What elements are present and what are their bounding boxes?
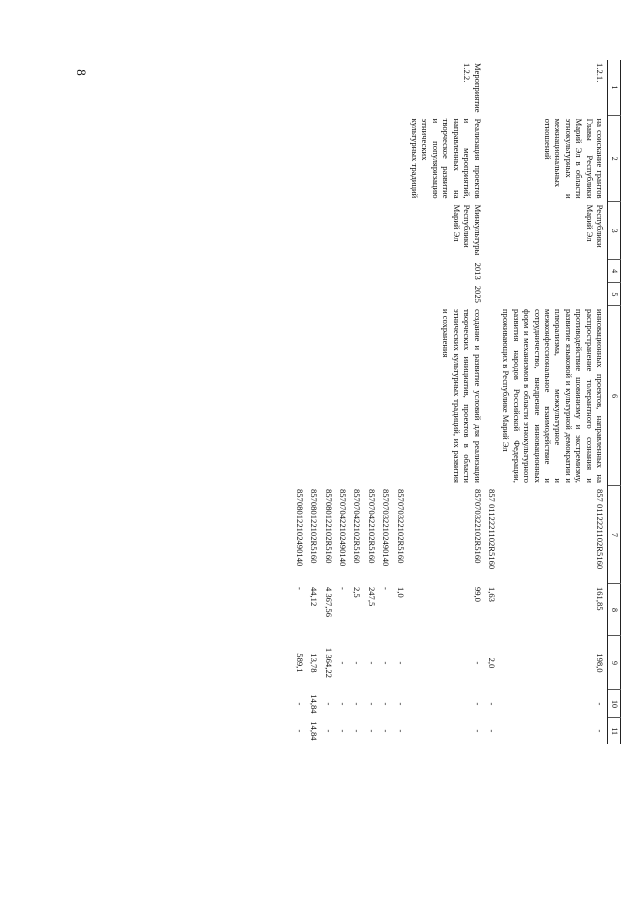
table-cell-c3: Республики Марий Эл <box>584 204 605 248</box>
table-cell-c5 <box>485 283 499 306</box>
table-cell-c4: 2013 <box>472 262 483 280</box>
table-row <box>499 60 608 744</box>
budget-table <box>292 60 621 744</box>
table-cell-c4 <box>499 260 608 283</box>
table-cell-c11: - <box>595 729 605 733</box>
table-cell-c7: 857 0112221102R5160 <box>595 488 605 570</box>
table-cell-c1 <box>393 60 407 116</box>
table-cell-c6 <box>321 306 335 486</box>
table-cell-c1 <box>485 60 499 116</box>
header-row <box>608 60 621 744</box>
table-cell-c8: 247,5 <box>366 586 377 607</box>
table-cell-c2 <box>336 116 350 202</box>
table-cell-c6: инновационных проектов, направленных на распространение толерантного сознания и противодействие шовинизму и экстремизму, развитие языковой и культурной демократии и плюрализма, межкультурное и межконфессиональное взаимодействие и сотрудничество, внедрение инновационных форм и механизмов в области этнокультурного развития народов Российской Федерации, проживающих в Республике Марий Эл <box>501 308 605 483</box>
table-cell-c8: 99,0 <box>472 586 483 602</box>
column-header: 5 <box>608 283 621 306</box>
table-cell-c8: - <box>294 586 305 590</box>
table-cell-c1 <box>321 60 335 116</box>
table-cell-c7: 857 0112221102R5160 <box>486 488 497 570</box>
table-cell-c7: 857080122102490140 <box>294 488 305 567</box>
table-cell-c6 <box>292 306 306 486</box>
table-cell-c6 <box>364 306 378 486</box>
table-cell-c7: 857070422102R5160 <box>366 488 377 564</box>
table-cell-c1 <box>307 60 321 116</box>
table-cell-c2 <box>364 116 378 202</box>
table-cell-c7: 857070422102490140 <box>338 488 349 567</box>
table-cell-c4 <box>336 260 350 283</box>
table-cell-c3: Минкультуры Республики Марий Эл <box>451 204 483 256</box>
table-cell-c4 <box>292 260 306 283</box>
table-cell-c7: 857070322102R5160 <box>395 488 406 564</box>
column-header: 6 <box>608 306 621 486</box>
table-cell-c7: 857070322102490140 <box>381 488 392 567</box>
table-cell-c7: 857080122102R5160 <box>309 488 320 564</box>
table-cell-c6 <box>393 306 407 486</box>
table-cell-c9: 2,0 <box>486 657 497 669</box>
table-row <box>393 60 407 744</box>
table-cell-c1: Мероприятие 1.2.2. <box>462 63 483 113</box>
table-cell-c5 <box>336 283 350 306</box>
table-cell-c3 <box>393 202 407 260</box>
table-cell-c9: - <box>395 661 406 665</box>
table-cell-c2 <box>485 116 499 202</box>
table-cell-c3 <box>321 202 335 260</box>
table-cell-c3 <box>350 202 364 260</box>
table-cell-c10: - <box>294 702 305 706</box>
table-cell-c3 <box>307 202 321 260</box>
table-cell-c9: 13,78 <box>309 653 320 673</box>
column-header: 3 <box>608 202 621 260</box>
table-cell-c9: - <box>366 661 377 665</box>
table-cell-c5 <box>379 283 393 306</box>
table-cell-c6 <box>350 306 364 486</box>
table-cell-c8: 161,85 <box>595 586 605 611</box>
table-cell-c4 <box>307 260 321 283</box>
table-cell-c6: создание и развитие условий для реализации творческих инициатив, проектов в области этнических культурных традиций, их развития и сохранения <box>441 308 483 483</box>
table-cell-c1 <box>364 60 378 116</box>
table-cell-c10: - <box>352 702 363 706</box>
table-cell-c8: - <box>381 586 392 590</box>
table-cell-c5 <box>350 283 364 306</box>
table-cell-c11: - <box>381 729 392 733</box>
table-cell-c3 <box>485 202 499 260</box>
table-cell-c4 <box>393 260 407 283</box>
table-cell-c4 <box>364 260 378 283</box>
table-cell-c9: - <box>472 661 483 665</box>
column-header: 2 <box>608 116 621 202</box>
table-cell-c10: - <box>472 702 483 706</box>
table-cell-c7: 857070322102R5160 <box>472 488 483 564</box>
table-cell-c8: 4 367,56 <box>323 586 334 618</box>
table-cell-c7: 857080122102R5160 <box>323 488 334 564</box>
table-cell-c2 <box>307 116 321 202</box>
table-cell-c9: - <box>381 661 392 665</box>
table-cell-c2 <box>321 116 335 202</box>
table-cell-c4 <box>379 260 393 283</box>
page-number: 8 <box>73 69 89 76</box>
table-cell-c8: - <box>338 586 349 590</box>
table-cell-c6 <box>336 306 350 486</box>
table-cell-c7: 857070422102R5160 <box>352 488 363 564</box>
table-cell-c10: - <box>395 702 406 706</box>
table-cell-c11: - <box>294 729 305 733</box>
table-cell-c1 <box>336 60 350 116</box>
table-cell-c9: - <box>338 661 349 665</box>
table-cell-c8: 44,12 <box>309 586 320 607</box>
column-header: 10 <box>608 690 621 718</box>
table-cell-c5 <box>364 283 378 306</box>
table-cell-c11: - <box>486 729 497 733</box>
table-cell-c10: - <box>381 702 392 706</box>
table-row <box>408 60 485 744</box>
table-cell-c2: Реализация проектов и мероприятий, направленных на творческое развитие и популяризацию этнических культурных традиций <box>410 118 483 199</box>
column-header: 1 <box>608 60 621 116</box>
column-header: 8 <box>608 584 621 636</box>
table-cell-c5 <box>307 283 321 306</box>
table-cell-c2 <box>292 116 306 202</box>
table-cell-c11: - <box>472 729 483 733</box>
table-row <box>292 60 306 744</box>
table-cell-c11: - <box>323 729 334 733</box>
table-cell-c11: - <box>366 729 377 733</box>
table-cell-c4 <box>485 260 499 283</box>
table-cell-c1 <box>350 60 364 116</box>
table-cell-c6 <box>485 306 499 486</box>
table-cell-c10: - <box>323 702 334 706</box>
table-row <box>321 60 335 744</box>
table-cell-c3 <box>379 202 393 260</box>
column-header: 11 <box>608 718 621 744</box>
table-row <box>336 60 350 744</box>
table-cell-c11: - <box>338 729 349 733</box>
table-cell-c11: - <box>352 729 363 733</box>
table-cell-c10: - <box>338 702 349 706</box>
table-cell-c11: 14,84 <box>309 721 320 741</box>
table-row <box>307 60 321 744</box>
table-cell-c6 <box>307 306 321 486</box>
table-cell-c1 <box>379 60 393 116</box>
table-cell-c6 <box>379 306 393 486</box>
table-cell-c11: - <box>395 729 406 733</box>
table-cell-c9: 1 364,22 <box>323 647 334 678</box>
table-cell-c5 <box>321 283 335 306</box>
column-header: 4 <box>608 260 621 283</box>
table-cell-c1: 1.2.1. <box>595 63 605 83</box>
table-cell-c10: - <box>366 702 377 706</box>
table-cell-c5 <box>292 283 306 306</box>
table-cell-c2 <box>393 116 407 202</box>
table-cell-c1 <box>292 60 306 116</box>
table-cell-c8: 2,5 <box>352 586 363 598</box>
table-cell-c10: - <box>486 702 497 706</box>
table-cell-c9: 589,1 <box>294 653 305 673</box>
table-cell-c10: - <box>595 702 605 706</box>
table-row <box>379 60 393 744</box>
table-cell-c4 <box>350 260 364 283</box>
table-cell-c8: 1,63 <box>486 586 497 602</box>
table-cell-c9: - <box>352 661 363 665</box>
table-cell-c3 <box>336 202 350 260</box>
column-header: 7 <box>608 486 621 584</box>
table-cell-c5: 2025 <box>472 285 483 303</box>
table-cell-c2: на соискание грантов Главы Республики Марий Эл в области этнокультурных и межнациональных отношений <box>542 118 605 199</box>
table-cell-c3 <box>364 202 378 260</box>
table-cell-c2 <box>379 116 393 202</box>
table-cell-c5 <box>499 283 608 306</box>
table-row <box>350 60 364 744</box>
table-row <box>485 60 499 744</box>
table-row <box>364 60 378 744</box>
table-cell-c8: 1,0 <box>395 586 406 598</box>
table-cell-c9: 198,0 <box>595 653 605 673</box>
column-header: 9 <box>608 636 621 690</box>
table-cell-c4 <box>321 260 335 283</box>
table-cell-c3 <box>292 202 306 260</box>
table-cell-c10: 14,84 <box>309 694 320 714</box>
table-cell-c5 <box>393 283 407 306</box>
table-cell-c2 <box>350 116 364 202</box>
